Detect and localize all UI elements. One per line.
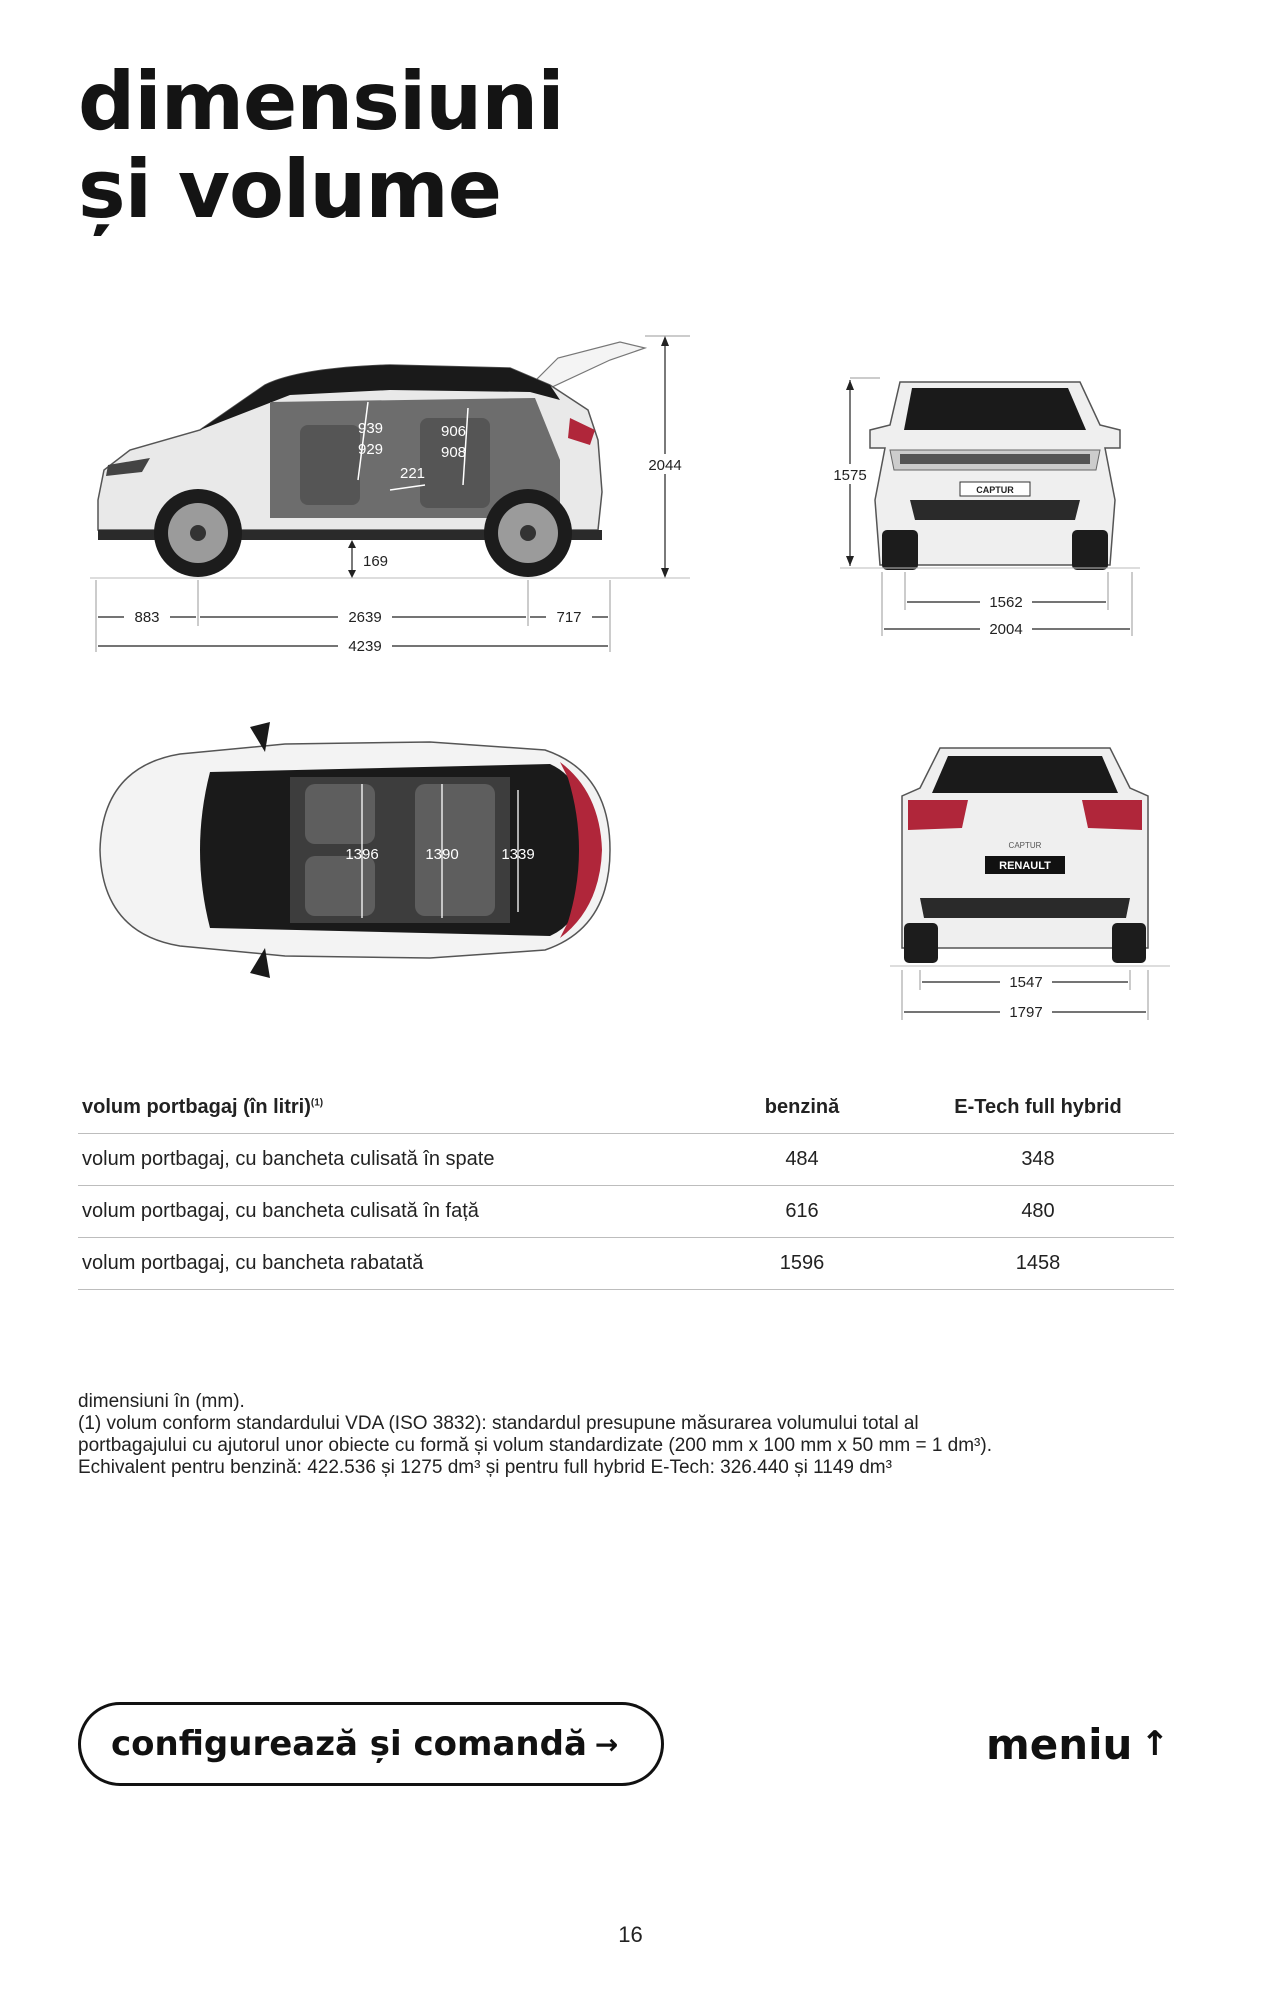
dim-front-overhang: 883 [134, 609, 160, 626]
rear-brand-plate: RENAULT [999, 860, 1051, 872]
dim-front-elbow: 1396 [345, 846, 379, 863]
arrow-up-icon: ↑ [1140, 1724, 1169, 1764]
row-label: volum portbagaj, cu bancheta culisată în spate [78, 1134, 702, 1186]
table-header-row [78, 1082, 1174, 1134]
configure-order-label: configurează și comandă [111, 1724, 587, 1764]
menu-link[interactable] [986, 1714, 1169, 1774]
dim-rear-track: 1547 [1009, 974, 1043, 991]
dim-wheelbase: 2639 [348, 609, 382, 626]
dim-rear-width: 1797 [1009, 1004, 1043, 1021]
table-row [78, 1186, 1174, 1238]
row-label: volum portbagaj, cu bancheta culisată în față [78, 1186, 702, 1238]
title-line-2: și volume [78, 143, 501, 236]
top-view-diagram [90, 722, 620, 982]
rear-car-illustration [890, 748, 1170, 966]
dim-rear-headroom-a: 906 [441, 423, 467, 440]
table-row [78, 1238, 1174, 1290]
dim-ground-clearance: 169 [363, 553, 389, 570]
note-vda-2: portbagajului cu ajutorul unor obiecte cu formă și volum standardizate (200 mm x 100 mm x 50 mm = 1 dm³). [78, 1435, 992, 1456]
row-petrol-value: 1596 [702, 1238, 902, 1290]
note-equivalent: Echivalent pentru benzină: 422.536 și 1275 dm³ și pentru full hybrid E-Tech: 326.440 și 1149 dm³ [78, 1457, 892, 1478]
header-label: volum portbagaj (în litri)$^{(1)}$ [78, 1082, 702, 1134]
row-hybrid-value: 348 [902, 1134, 1174, 1186]
front-car-illustration [840, 378, 1140, 570]
header-petrol: benzină [702, 1082, 902, 1134]
dim-front-track: 1562 [989, 594, 1023, 611]
dim-rear-elbow: 1390 [425, 846, 459, 863]
configure-order-button[interactable] [78, 1702, 664, 1786]
page-number: 16 [618, 1922, 643, 1947]
dim-rear-overhang: 717 [556, 609, 582, 626]
rear-model-badge: CAPTUR [1008, 841, 1042, 850]
row-petrol-value: 616 [702, 1186, 902, 1238]
row-hybrid-value: 480 [902, 1186, 1174, 1238]
dim-knee-room: 221 [400, 465, 426, 482]
dim-boot-width: 1339 [501, 846, 535, 863]
row-petrol-value: 484 [702, 1134, 902, 1186]
side-view-diagram [90, 330, 730, 660]
arrow-right-icon: → [594, 1727, 619, 1761]
footnote-marker: (1) [310, 1097, 324, 1109]
dim-front-height: 1575 [833, 467, 867, 484]
dim-rear-headroom-b: 908 [441, 444, 467, 461]
front-badge: CAPTUR [976, 485, 1014, 495]
dim-front-headroom-a: 939 [358, 420, 384, 437]
row-label: volum portbagaj, cu bancheta rabatată [78, 1238, 702, 1290]
rear-view-diagram [890, 738, 1170, 1028]
boot-volume-table [78, 1082, 1174, 1290]
row-hybrid-value: 1458 [902, 1238, 1174, 1290]
side-car-illustration [90, 342, 690, 578]
page-title [78, 55, 564, 236]
dim-height-open: 2044 [648, 457, 682, 474]
note-vda-1: (1) volum conform standardului VDA (ISO 3832): standardul presupune măsurarea volumului total al [78, 1413, 919, 1434]
header-hybrid: E-Tech full hybrid [902, 1082, 1174, 1134]
dim-length: 4239 [348, 638, 382, 655]
note-units: dimensiuni în (mm). [78, 1391, 245, 1412]
dim-width-mirrors: 2004 [989, 621, 1023, 638]
title-line-1: dimensiuni [78, 55, 564, 148]
front-view-diagram [820, 370, 1160, 660]
menu-label: meniu [986, 1719, 1133, 1769]
footnotes [78, 1391, 1188, 1479]
dim-front-headroom-b: 929 [358, 441, 384, 458]
table-row [78, 1134, 1174, 1186]
